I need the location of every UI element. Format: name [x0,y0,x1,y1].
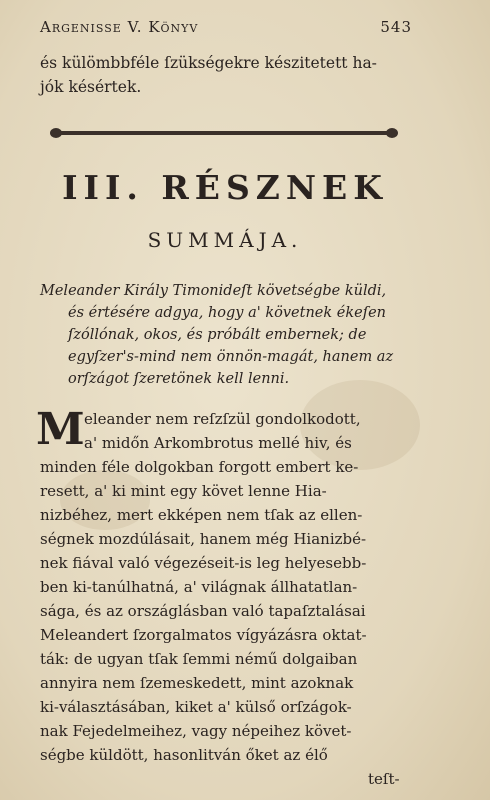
summary-line: orſzágot ſzeretönek kell lenni. [68,371,290,387]
body-line: resett, a' ki mint egy követ lenne Hia- [40,482,327,500]
running-header [40,18,412,36]
body-line: minden féle dolgokban forgott embert ke- [40,458,359,476]
rule-bar [60,131,388,135]
body-line: Meleandert ſzorgalmatos vígyázásra oktat- [40,626,367,644]
body-line: ségbe küldött, hasonlitván őket az élő [40,746,328,764]
chapter-title: III. RÉSZNEK [62,168,388,207]
body-line: a' midőn Arkombrotus mellé hiv, és [84,434,352,452]
body-line: nak Fejedelmeihez, vagy népeihez követ- [40,722,352,740]
running-title: Argenisse V. Könyv [40,18,199,36]
summary-line: egyſzer's-mind nem önnön-magát, hanem az [68,349,394,365]
page-number: 543 [380,18,412,36]
body-line: sága, és az országlásban való tapaſztalásai [40,602,366,620]
body-line: ségnek mozdúlásait, hanem még Hianizbé- [40,530,367,548]
drop-cap: M [36,404,85,455]
summary-line: és értésére adgya, hogy a' követnek ékeſen [68,305,387,321]
summary-line: Meleander Király Timonideſt követségbe küldi, [40,283,387,299]
intro-line: jók késértek. [40,78,142,96]
body-line: nek fiával való végezéseit-is leg helyesebb- [40,554,367,572]
chapter-subtitle: SUMMÁJA. [147,228,303,252]
decorative-rule [50,128,398,138]
body-line: ták: de ugyan tſak ſemmi némű dolgaiban [40,650,358,668]
body-line: nizbéhez, mert ekképen nem tſak az ellen- [40,506,363,524]
body-line: annyira nem ſzemeskedett, mint azoknak [40,674,354,692]
intro-line: és külömbbféle ſzükségekre készitetett ha- [40,54,377,72]
summary-line: ſzóllónak, okos, és próbált embernek; de [68,327,367,343]
catchword: teſt- [368,770,400,788]
body-line: ki-választásában, kiket a' külső orſzágok- [40,698,352,716]
rule-end-ornament [386,128,398,138]
body-line: ben ki-tanúlhatná, a' világnak állhatatlan- [40,578,358,596]
body-line: eleander nem reſzſzül gondolkodott, [84,410,361,428]
